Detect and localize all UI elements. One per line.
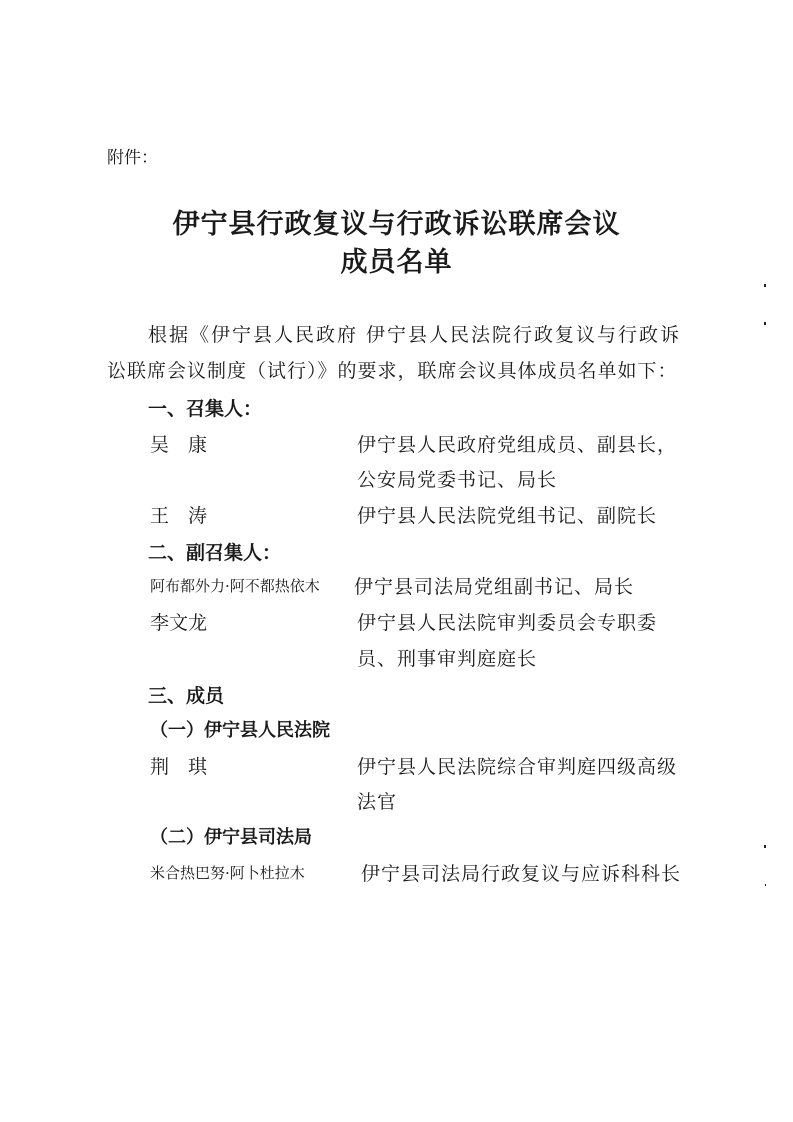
member-name: 荆 琪 [150,756,208,778]
member-role: 伊宁县人民法院党组书记、副院长 [357,505,658,527]
member-role: 伊宁县司法局党组副书记、局长 [354,576,635,598]
scan-mark [764,284,766,287]
scan-mark [765,884,766,886]
intro-line2: 讼联席会议制度（试行）》的要求，联席会议具体成员名单如下： [107,360,678,382]
member-role: 公安局党委书记、局长 [357,469,558,491]
member-role: 员、刑事审判庭庭长 [357,648,538,670]
member-role: 伊宁县人民法院综合审判庭四级高级 [357,756,678,778]
attachment-label: 附件： [107,148,158,168]
member-role: 伊宁县司法局行政复议与应诉科科长 [361,863,682,885]
member-name: 王 涛 [150,505,208,527]
member-role: 伊宁县人民法院审判委员会专职委 [357,612,658,634]
group-title: （一）伊宁县人民法院 [150,720,330,741]
scan-mark [764,322,766,325]
member-name: 李文龙 [150,612,208,634]
section1-heading: 一、召集人： [148,398,263,420]
member-name: 吴 康 [150,434,208,456]
member-name: 米合热巴努·阿卜杜拉木 [150,864,305,882]
group-title: （二）伊宁县司法局 [150,827,312,848]
member-role: 伊宁县人民政府党组成员、副县长， [357,434,678,456]
member-name: 阿布都外力·阿不都热依木 [150,577,320,595]
member-role: 法官 [357,791,398,813]
section2-heading: 二、副召集人： [148,542,282,564]
intro-line1: 根据《伊宁县人民政府 伊宁县人民法院行政复议与行政诉 [148,324,682,346]
section3-heading: 三、成员 [148,685,225,707]
document-title-line2: 成员名单 [340,247,453,278]
document-title-line1: 伊宁县行政复议与行政诉讼联席会议 [172,209,621,240]
scan-mark [764,845,766,848]
